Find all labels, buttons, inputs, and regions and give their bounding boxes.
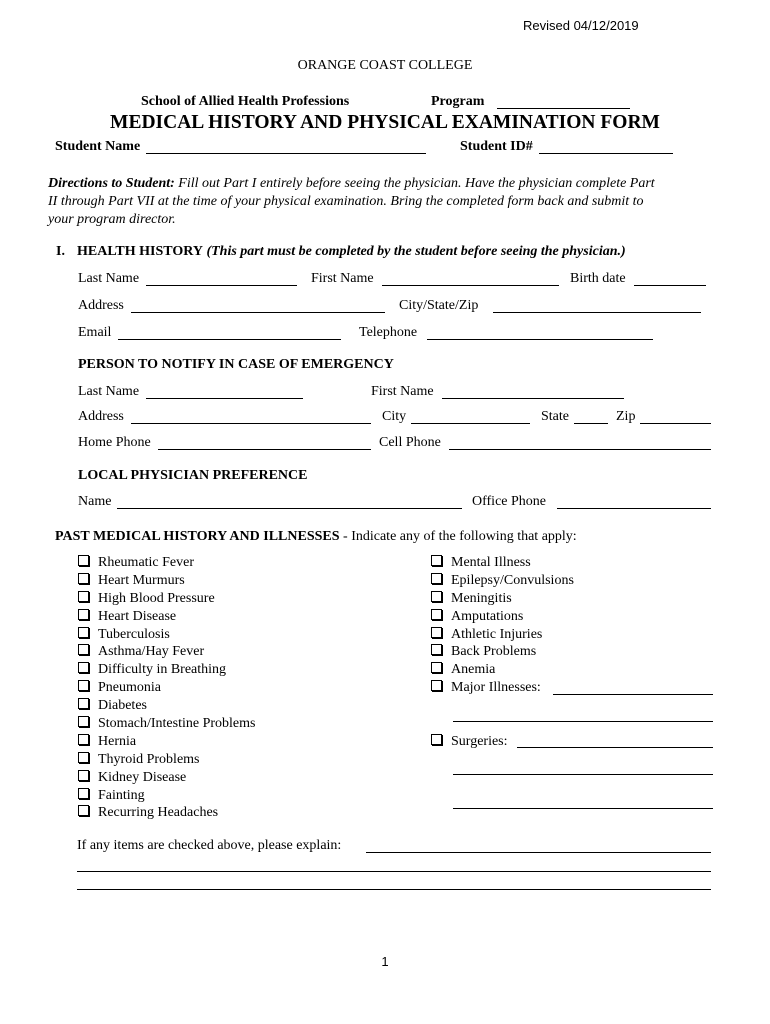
checklist-item[interactable] [431,643,574,661]
checkbox-icon[interactable] [78,680,89,691]
checklist-item[interactable] [78,554,255,572]
checklist-item[interactable] [78,733,255,751]
cell-phone-field[interactable] [449,449,711,450]
checklist-label: Mental Illness [451,555,531,570]
office-phone-label: Office Phone [472,494,546,509]
checklist-label: Athletic Injuries [451,626,543,642]
checklist-label: Recurring Headaches [98,805,219,821]
checklist-label: Heart Disease [98,608,177,624]
emergency-state-field[interactable] [574,423,608,424]
checkbox-icon[interactable] [431,662,442,673]
physician-name-field[interactable] [117,508,462,509]
past-history-instruction: - Indicate any of the following that apply: [339,529,577,544]
checklist-label: Hernia [98,733,137,749]
section-note: (This part must be completed by the student before seeing the physician.) [206,244,626,259]
emergency-city-field[interactable] [411,423,530,424]
checklist-item[interactable] [78,787,255,805]
checklist-label: Heart Murmurs [98,572,185,588]
checklist-label: Major Illnesses: [451,680,541,696]
checklist-item[interactable] [78,626,255,644]
checkbox-icon[interactable] [431,591,442,602]
checklist-label: Fainting [98,787,145,803]
checkbox-icon[interactable] [78,734,89,745]
major-illnesses-field-2[interactable] [453,721,713,722]
checklist-item[interactable] [431,661,574,679]
checkbox-icon[interactable] [78,752,89,763]
checklist-label: Anemia [451,662,496,678]
checklist-label: Difficulty in Breathing [98,662,227,678]
checkbox-icon[interactable] [431,644,442,655]
emergency-first-name-label: First Name [371,384,434,399]
physician-title: LOCAL PHYSICIAN PREFERENCE [78,468,308,483]
student-name-field[interactable] [146,153,426,154]
checkbox-icon[interactable] [78,770,89,781]
student-id-label: Student ID# [460,139,533,154]
checklist-label: Back Problems [451,644,537,660]
emergency-address-label: Address [78,409,124,424]
checklist-item[interactable] [431,733,508,751]
checklist-label: Tuberculosis [98,626,170,642]
checkbox-icon[interactable] [431,609,442,620]
checklist-item[interactable] [431,590,574,608]
surgeries-field-2[interactable] [453,774,713,775]
school-name: School of Allied Health Professions [141,94,350,109]
directions-line-2: II through Part VII at the time of your physical examination. Bring the completed form back and submit to [48,194,644,209]
section-title: HEALTH HISTORY [77,244,203,259]
telephone-field[interactable] [427,339,653,340]
address-field[interactable] [131,312,385,313]
past-history-heading [55,529,577,545]
checklist-label: Amputations [451,608,524,624]
checklist-label: Pneumonia [98,680,161,696]
checklist-item[interactable] [431,554,574,572]
checklist-item[interactable] [78,769,255,787]
section-heading [77,244,626,260]
checklist-item[interactable] [78,590,255,608]
address-label: Address [78,298,124,313]
checkbox-icon[interactable] [431,734,442,745]
checkbox-icon[interactable] [78,698,89,709]
checkbox-icon[interactable] [431,680,442,691]
explain-label: If any items are checked above, please explain: [77,838,342,853]
checklist-label: Asthma/Hay Fever [98,644,205,660]
checklist-item[interactable] [431,608,574,626]
explain-field-1[interactable] [366,852,711,853]
emergency-title: PERSON TO NOTIFY IN CASE OF EMERGENCY [78,357,394,372]
emergency-last-name-field[interactable] [146,398,303,399]
emergency-state-label: State [541,409,569,424]
checkbox-icon[interactable] [78,591,89,602]
college-name: ORANGE COAST COLLEGE [297,58,473,73]
cell-phone-label: Cell Phone [379,435,441,450]
directions-line-1 [48,176,655,192]
home-phone-label: Home Phone [78,435,151,450]
surgeries-field[interactable] [517,747,713,748]
checklist-item[interactable] [78,608,255,626]
emergency-last-name-label: Last Name [78,384,140,399]
emergency-address-field[interactable] [131,423,371,424]
checkbox-icon[interactable] [431,573,442,584]
checklist-label: Rheumatic Fever [98,555,195,570]
checkbox-icon[interactable] [78,555,89,566]
birth-date-field[interactable] [634,285,706,286]
home-phone-field[interactable] [158,449,371,450]
explain-field-2[interactable] [77,871,711,872]
past-history-title: PAST MEDICAL HISTORY AND ILLNESSES [55,529,340,544]
telephone-label: Telephone [359,325,418,340]
checkbox-icon[interactable] [78,662,89,673]
explain-field-3[interactable] [77,889,711,890]
first-name-label: First Name [311,271,374,286]
checkbox-icon[interactable] [78,609,89,620]
city-state-zip-label: City/State/Zip [399,298,479,313]
checkbox-icon[interactable] [78,644,89,655]
checklist-item[interactable] [78,572,255,590]
checklist-label: Diabetes [98,698,147,714]
page-number: 1 [381,954,389,969]
surgeries-item[interactable] [431,733,508,751]
checklist-item[interactable] [431,572,574,590]
checkbox-icon[interactable] [78,716,89,727]
emergency-city-label: City [382,409,407,424]
first-name-field[interactable] [382,285,559,286]
directions-text-1: Fill out Part I entirely before seeing the physician. Have the physician complete Part [178,176,655,191]
directions-lead: Directions to Student: [48,176,175,191]
checklist-item[interactable] [78,804,255,822]
checklist-label: Surgeries: [451,734,508,749]
student-id-field[interactable] [539,153,673,154]
surgeries-field-3[interactable] [453,808,713,809]
checkbox-icon[interactable] [78,627,89,638]
checklist-item[interactable] [78,679,255,697]
last-name-label: Last Name [78,271,140,286]
checkbox-icon[interactable] [78,805,89,816]
email-field[interactable] [118,339,341,340]
checklist-label: Thyroid Problems [98,751,200,767]
student-name-label: Student Name [55,139,141,154]
form-title: MEDICAL HISTORY AND PHYSICAL EXAMINATION FORM [110,112,660,133]
checkbox-icon[interactable] [78,573,89,584]
illness-list-left [78,554,255,822]
checklist-item[interactable] [78,715,255,733]
checkbox-icon[interactable] [431,627,442,638]
program-label: Program [431,94,485,109]
major-illnesses-field[interactable] [553,694,713,695]
checklist-label: Stomach/Intestine Problems [98,716,256,732]
checklist-item[interactable] [78,751,255,769]
email-label: Email [78,325,112,340]
illness-list-right [431,554,574,697]
office-phone-field[interactable] [557,508,711,509]
checklist-item[interactable] [78,697,255,715]
checkbox-icon[interactable] [78,788,89,799]
checklist-item[interactable] [78,643,255,661]
section-numeral: I. [56,244,65,259]
emergency-zip-field[interactable] [640,423,711,424]
city-state-zip-field[interactable] [493,312,701,313]
last-name-field[interactable] [146,285,297,286]
checklist-label: High Blood Pressure [98,590,215,606]
program-field[interactable] [497,108,630,109]
checklist-item[interactable] [431,626,574,644]
revised-date: Revised 04/12/2019 [523,18,639,33]
emergency-first-name-field[interactable] [442,398,624,399]
checklist-label: Meningitis [451,590,512,606]
checklist-label: Kidney Disease [98,769,187,785]
checklist-item[interactable] [78,661,255,679]
checkbox-icon[interactable] [431,555,442,566]
physician-name-label: Name [78,494,112,509]
emergency-zip-label: Zip [616,409,636,424]
birth-date-label: Birth date [570,271,626,286]
directions-line-3: your program director. [48,212,176,227]
checklist-label: Epilepsy/Convulsions [451,572,574,588]
